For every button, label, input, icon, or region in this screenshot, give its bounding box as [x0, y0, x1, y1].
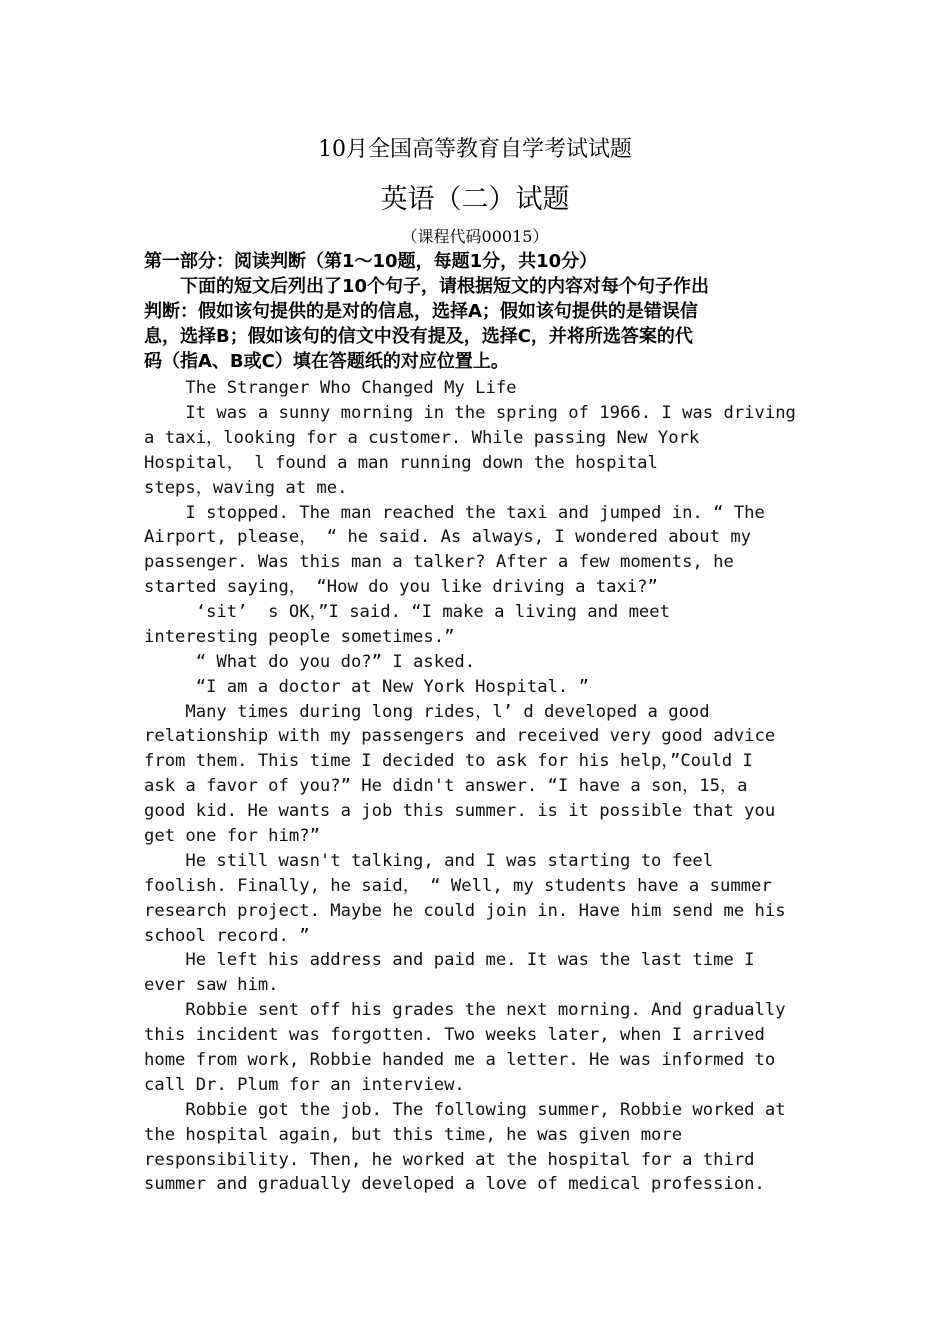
passage-line: Many times during long rides，l’ d developed a good [144, 702, 710, 722]
passage-line: I stopped. The man reached the taxi and jumped in. “ The [144, 503, 765, 523]
passage-line: steps，waving at me. [144, 478, 348, 498]
passage-line: Robbie got the job. The following summer, Robbie worked at [144, 1100, 786, 1120]
passage-line: get one for him?” [144, 826, 320, 846]
passage-line: call Dr. Plum for an interview. [144, 1075, 465, 1095]
passage-line: relationship with my passengers and received very good advice [144, 726, 776, 746]
passage-line: interesting people sometimes.” [144, 627, 455, 647]
passage-line: ‘sit’ s OK，”I said. “I make a living and meet [144, 602, 670, 622]
passage-line: Hospital， l found a man running down the hospital [144, 453, 658, 473]
passage-line: home from work, Robbie handed me a letter. He was informed to [144, 1050, 776, 1070]
passage-line: Airport, please， “ he said. As always, I wondered about my [144, 527, 752, 547]
passage-line: a taxi，looking for a customer. While passing New York [144, 428, 700, 448]
passage-line: research project. Maybe he could join in. Have him send me his [144, 901, 786, 921]
passage-line: He still wasn't talking, and I was starting to feel [144, 851, 714, 871]
passage-line: ever saw him. [144, 975, 279, 995]
passage-line: this incident was forgotten. Two weeks later, when I arrived [144, 1025, 765, 1045]
instruction-line: 码（指A、B或C）填在答题纸的对应位置上。 [144, 351, 509, 372]
passage-line: responsibility. Then, he worked at the hospital for a third [144, 1150, 755, 1170]
course-code: （课程代码00015） [401, 227, 549, 246]
subject-title: 英语（二）试题 [380, 184, 570, 215]
passage-line: “I am a doctor at New York Hospital. ” [144, 677, 589, 697]
passage-line: good kid. He wants a job this summer. is it possible that you [144, 801, 776, 821]
passage-line: foolish. Finally, he said， “ Well, my students have a summer [144, 876, 772, 896]
passage-line: school record. ” [144, 926, 310, 946]
instruction-line: 息，选择B；假如该句的信文中没有提及，选择C，并将所选答案的代 [144, 326, 693, 347]
passage-line: Robbie sent off his grades the next morning. And gradually [144, 1000, 786, 1020]
passage-line: from them. This time I decided to ask for his help，”Could I [144, 751, 753, 771]
passage-line: He left his address and paid me. It was the last time I [144, 950, 755, 970]
part1-heading: 第一部分：阅读判断（第1～10题，每题1分，共10分） [144, 251, 598, 272]
passage-line: passenger. Was this man a talker? After a few moments, he [144, 552, 734, 572]
passage-line: the hospital again, but this time, he was given more [144, 1125, 683, 1145]
exam-title: 10月全国高等教育自学考试试题 [318, 137, 632, 162]
instruction-line: 下面的短文后列出了10个句子，请根据短文的内容对每个句子作出 [144, 276, 710, 297]
passage-line: summer and gradually developed a love of medical profession. [144, 1174, 765, 1194]
passage-title: The Stranger Who Changed My Life [144, 378, 517, 398]
passage-line: It was a sunny morning in the spring of 1966. I was driving [144, 403, 796, 423]
passage-line: ask a favor of you?” He didn't answer. “I have a son，15，a [144, 776, 748, 796]
instruction-line: 判断：假如该句提供的是对的信息，选择A；假如该句提供的是错误信 [144, 301, 698, 322]
passage-line: started saying， “How do you like driving a taxi?” [144, 577, 658, 597]
passage-line: “ What do you do?” I asked. [144, 652, 476, 672]
